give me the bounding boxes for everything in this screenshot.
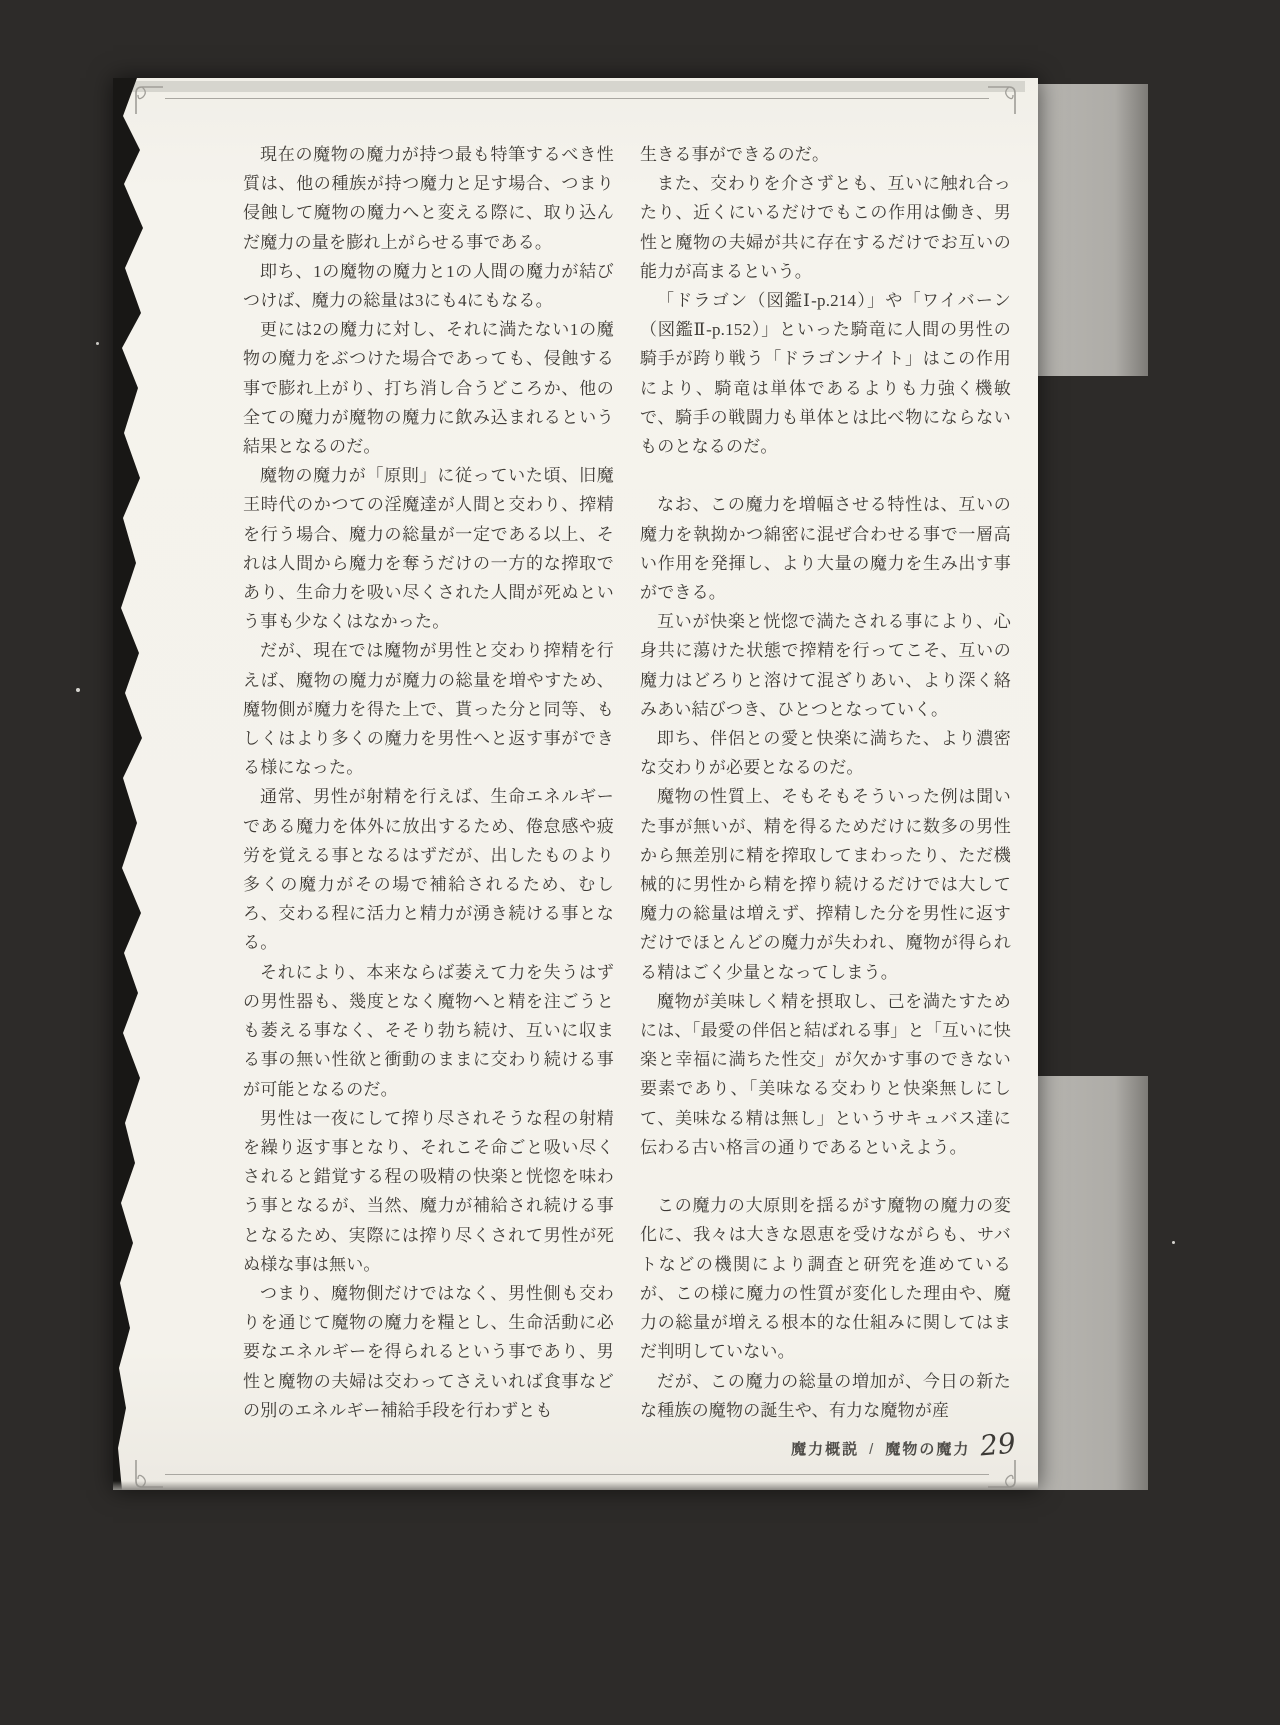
corner-flourish-icon	[988, 84, 1018, 114]
paragraph: 即ち、伴侶との愛と快楽に満ちた、より濃密な交わりが必要となるのだ。	[640, 729, 1011, 778]
paper-stack-edge-bottom	[1038, 1076, 1148, 1490]
paper-stack-edge-top	[1038, 84, 1148, 376]
paragraph: また、交わりを介さずとも、互いに触れ合ったり、近くにいるだけでもこの作用は働き、男性と魔物の夫婦が共に存在するだけでお互いの能力が高まるという。	[640, 174, 1011, 281]
dust-speck	[96, 342, 99, 345]
paragraph: つまり、魔物側だけではなく、男性側も交わりを通じて魔物の魔力を糧とし、生命活動に必要なエネルギーを得られるという事であり、男性と魔物の夫婦は交わってさえいれば食事などの別のエネルギー補給手段を行わずとも	[243, 1283, 614, 1420]
paragraph: なお、この魔力を増幅させる特性は、互いの魔力を執拗かつ綿密に混ぜ合わせる事で一層高い作用を発揮し、より大量の魔力を生み出す事ができる。	[640, 495, 1011, 603]
text-column-right	[640, 140, 1011, 1425]
scanned-page	[113, 78, 1038, 1490]
torn-page-edge-icon	[113, 78, 147, 1490]
paragraph: 魔物が美味しく精を摂取し、己を満たすためには、「最愛の伴侶と結ばれる事」と「互いに快楽と幸福に満ちた性交」が欠かす事のできない要素であり、「美味なる交わりと快楽無しにして、美味なる精は無し」というサキュバス達に伝わる古い格言の通りであるといえよう。	[640, 991, 1011, 1157]
page-number: 29	[978, 1426, 1018, 1463]
page-bottom-shadow	[113, 1481, 1038, 1490]
page-footer	[791, 1428, 1016, 1461]
paragraph: この魔力の大原則を揺るがす魔物の魔力の変化に、我々は大きな恩恵を受けながらも、サバトなどの機関により調査と研究を進めているが、この様に魔力の性質が変化した理由や、魔力の総量が増える根本的な仕組みに関してはまだ判明していない。	[640, 1196, 1011, 1362]
dust-speck	[1172, 1241, 1175, 1244]
paragraph: だが、現在では魔物が男性と交わり搾精を行えば、魔物の魔力が魔力の総量を増やすため、魔物側が魔力を得た上で、貰った分と同等、もしくはより多くの魔力を男性へと返す事ができる様になった。	[243, 641, 614, 778]
paragraph: 男性は一夜にして搾り尽されそうな程の射精を繰り返す事となり、それこそ命ごと吸い尽くされると錯覚する程の吸精の快楽と恍惚を味わう事となるが、当然、魔力が補給され続ける事となるため、実際には搾り尽くされて男性が死ぬ様な事は無い。	[243, 1108, 614, 1274]
footer-chapter-label: 魔力概説	[791, 1441, 860, 1458]
paragraph: 互いが快楽と恍惚で満たされる事により、心身共に蕩けた状態で搾精を行ってこそ、互いの魔力はどろりと溶けて混ざりあい、より深く絡みあい結びつき、ひとつとなっていく。	[640, 612, 1011, 719]
frame-rule-bottom	[165, 1474, 989, 1475]
paragraph: 通常、男性が射精を行えば、生命エネルギーである魔力を体外に放出するため、倦怠感や疲労を覚える事となるはずだが、出したものより多くの魔力がその場で補給されるため、むしろ、交わる程に活力と精力が湧き続ける事となる。	[243, 787, 614, 953]
scan-shadow-band	[125, 81, 1025, 92]
frame-rule-top	[165, 98, 989, 99]
paragraph-break	[640, 1162, 1011, 1191]
paragraph: 現在の魔物の魔力が持つ最も特筆するべき性質は、他の種族が持つ魔力と足す場合、つまり侵蝕して魔物の魔力へと変える際に、取り込んだ魔力の量を膨れ上がらせる事である。	[243, 145, 614, 252]
dust-speck	[76, 688, 80, 692]
footer-separator: /	[869, 1441, 876, 1458]
footer-section-label: 魔物の魔力	[885, 1441, 971, 1458]
paragraph-break	[640, 461, 1011, 490]
paragraph: 魔物の魔力が「原則」に従っていた頃、旧魔王時代のかつての淫魔達が人間と交わり、搾精を行う場合、魔力の総量が一定である以上、それは人間から魔力を奪うだけの一方的な搾取であり、生命力を吸い尽くされた人間が死ぬという事も少なくはなかった。	[243, 466, 614, 632]
paragraph: 生きる事ができるのだ。	[640, 145, 830, 164]
paragraph: 更には2の魔力に対し、それに満たない1の魔物の魔力をぶつけた場合であっても、侵蝕する事で膨れ上がり、打ち消し合うどころか、他の全ての魔力が魔物の魔力に飲み込まれるという結果となるのだ。	[243, 320, 614, 457]
text-column-left	[243, 140, 614, 1425]
paragraph: だが、この魔力の総量の増加が、今日の新たな種族の魔物の誕生や、有力な魔物が産	[640, 1371, 1011, 1420]
paragraph: それにより、本来ならば萎えて力を失うはずの男性器も、幾度となく魔物へと精を注ごうとも萎える事なく、そそり勃ち続け、互いに収まる事の無い性欲と衝動のままに交わり続ける事が可能となるのだ。	[243, 962, 614, 1099]
paragraph: 魔物の性質上、そもそもそういった例は聞いた事が無いが、精を得るためだけに数多の男性から無差別に精を搾取してまわったり、ただ機械的に男性から精を搾り続けるだけでは大して魔力の総量は増えず、搾精した分を男性に返すだけでほとんどの魔力が失われ、魔物が得られる精はごく少量となってしまう。	[640, 787, 1011, 982]
corner-flourish-icon	[133, 84, 163, 114]
paragraph: 「ドラゴン（図鑑Ⅰ-p.214）」や「ワイバーン（図鑑Ⅱ-p.152）」といった騎竜に人間の男性の騎手が跨り戦う「ドラゴンナイト」はこの作用により、騎竜は単体であるよりも力強く機敏で、騎手の戦闘力も単体とは比べ物にならないものとなるのだ。	[640, 291, 1011, 457]
paragraph: 即ち、1の魔物の魔力と1の人間の魔力が結びつけば、魔力の総量は3にも4にもなる。	[243, 261, 614, 311]
